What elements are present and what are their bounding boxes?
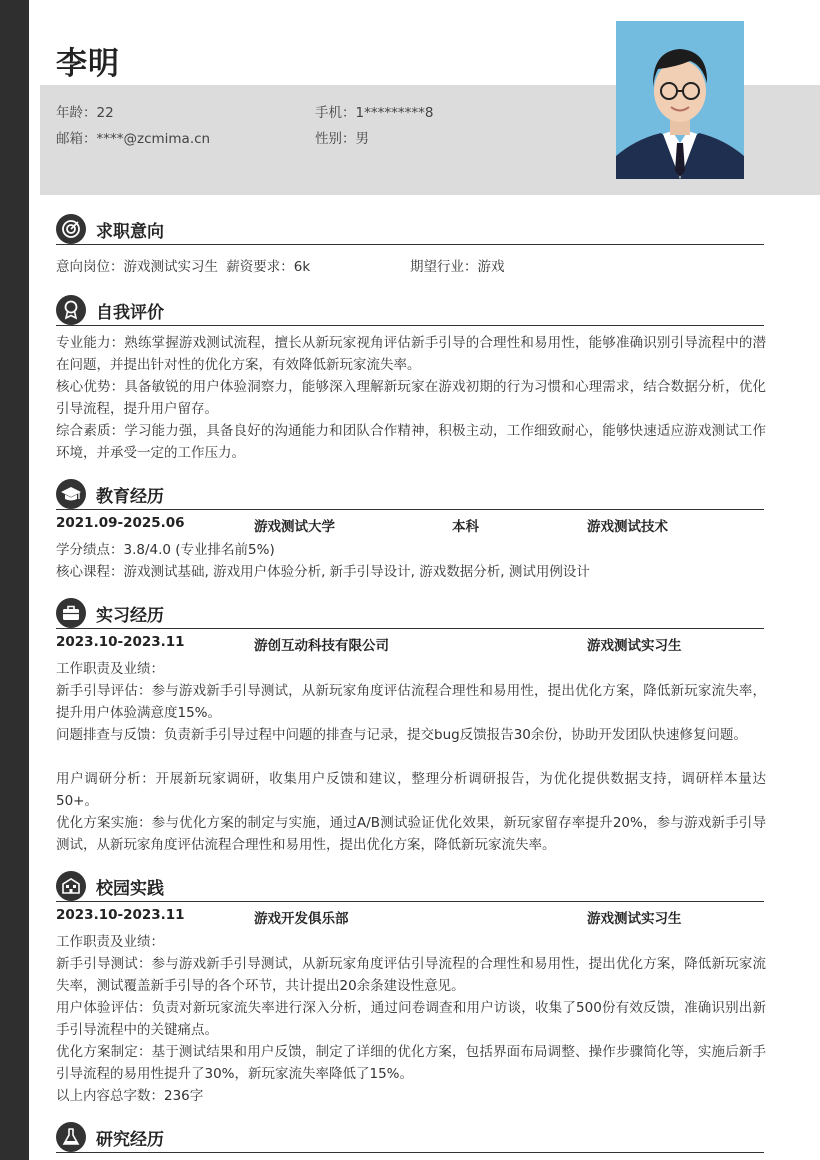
internship-item: [56, 812, 766, 856]
self-item: [56, 376, 766, 420]
self-item: [56, 332, 766, 376]
section-title: 研究经历: [96, 1130, 164, 1150]
age-info: [56, 101, 114, 121]
internship-item: [56, 680, 766, 724]
courses-row: [56, 561, 766, 583]
gender-info: [315, 127, 369, 147]
phone-info: [315, 101, 433, 121]
internship-item-label: 新手引导评估：: [56, 683, 152, 699]
internship-duties-label: 工作职责及业绩：: [56, 661, 164, 677]
courses-value: 游戏测试基础, 游戏用户体验分析, 新手引导设计, 游戏数据分析, 测试用例设计: [123, 564, 590, 580]
campus-period: 2023.10-2023.11: [56, 907, 185, 923]
self-item-text: 具备敏锐的用户体验洞察力，能够深入理解新玩家在游戏初期的行为习惯和心理需求，结合数据分析，优化引导流程，提升用户留存。: [56, 379, 767, 417]
word-count-label: 以上内容总字数：: [56, 1088, 164, 1104]
internship-item-text: 负责新手引导过程中问题的排查与记录，提交bug反馈报告30余份，协助开发团队快速修复问题。: [164, 727, 747, 743]
campus-item-label: 用户体验评估：: [56, 1000, 152, 1016]
self-item-label: 综合素质：: [56, 423, 125, 439]
internship-item-text: 参与游戏新手引导测试，从新玩家角度评估流程合理性和易用性，提出优化方案，降低新玩家流失率，提升用户体验满意度15%。: [56, 683, 767, 721]
section-title: 实习经历: [96, 606, 164, 626]
section-title: 自我评价: [96, 303, 164, 323]
campus-item-label: 优化方案制定：: [56, 1044, 152, 1060]
target-icon: [56, 214, 86, 244]
campus-item: [56, 1041, 766, 1085]
campus-item-text: 参与游戏新手引导测试，从新玩家角度评估引导流程的合理性和易用性，提出优化方案，降低新玩家流失率，测试覆盖新手引导的各个环节，共计提出20余条建设性意见。: [56, 956, 767, 994]
internship-item-label: 问题排查与反馈：: [56, 727, 164, 743]
internship-item-text: 参与优化方案的制定与实施，通过A/B测试验证优化效果，新玩家留存率提升20%，参与游戏新手引导测试，从新玩家角度评估流程合理性和易用性，提出优化方案，降低新玩家流失率。: [56, 815, 766, 853]
campus-item: [56, 953, 766, 997]
courses-label: 核心课程：: [56, 564, 124, 580]
self-item-text: 学习能力强，具备良好的沟通能力和团队合作精神，积极主动，工作细致耐心，能够快速适应游戏测试工作环境，并承受一定的工作压力。: [56, 423, 767, 461]
major: 游戏测试技术: [587, 519, 668, 535]
internship-role: 游戏测试实习生: [587, 638, 682, 654]
degree: 本科: [452, 519, 479, 535]
briefcase-icon: [56, 598, 86, 628]
section-title: 求职意向: [96, 222, 164, 242]
section-title: 教育经历: [96, 487, 164, 507]
campus-item-text: 基于测试结果和用户反馈，制定了详细的优化方案，包括界面布局调整、操作步骤简化等，实施后新手引导流程的易用性提升了30%，新玩家流失率降低了15%。: [56, 1044, 767, 1082]
section-internship: [56, 598, 764, 629]
profile-photo: [616, 21, 744, 179]
industry-label: 期望行业：: [410, 259, 478, 275]
campus-role: 游戏测试实习生: [587, 911, 682, 927]
organization-name: 游戏开发俱乐部: [254, 911, 349, 927]
position-label: 意向岗位：: [56, 259, 124, 275]
word-count-row: [56, 1085, 766, 1107]
campus-item-text: 负责对新玩家流失率进行深入分析，通过问卷调查和用户访谈，收集了500份有效反馈，准确识别出新手引导流程中的关键痛点。: [56, 1000, 766, 1038]
internship-item-label: 用户调研分析：: [56, 771, 156, 787]
salary-value: 6k: [293, 259, 311, 275]
flask-icon: [56, 1122, 86, 1152]
school-name: 游戏测试大学: [254, 519, 335, 535]
gender-label: 性别：: [315, 131, 356, 147]
age-label: 年龄：: [56, 105, 97, 121]
award-icon: [56, 295, 86, 325]
position-value: 游戏测试实习生: [123, 259, 218, 275]
section-job-intent: [56, 214, 764, 245]
section-self-evaluation: [56, 295, 764, 326]
gpa-label: 学分绩点：: [56, 542, 124, 558]
intent-row: [56, 256, 766, 278]
section-title: 校园实践: [96, 879, 164, 899]
internship-item: [56, 724, 766, 746]
email-info: [56, 127, 210, 147]
graduation-cap-icon: [56, 479, 86, 509]
internship-item: [56, 768, 766, 812]
self-item: [56, 420, 766, 464]
email-value: ****@zcmima.cn: [96, 131, 211, 147]
building-icon: [56, 871, 86, 901]
gender-value: 男: [355, 131, 369, 147]
salary-label: 薪资要求：: [226, 259, 294, 275]
gpa-row: [56, 539, 766, 561]
section-campus-practice: [56, 871, 764, 902]
word-count-value: 236字: [164, 1088, 204, 1104]
candidate-name: 李明: [56, 46, 120, 82]
internship-period: 2023.10-2023.11: [56, 634, 185, 650]
industry-info: [410, 256, 505, 278]
education-period: 2021.09-2025.06: [56, 515, 185, 531]
gpa-value: 3.8/4.0 (专业排名前5%): [123, 542, 275, 558]
section-research: [56, 1122, 764, 1153]
phone-value: 1*********8: [355, 105, 434, 121]
campus-duties-label: 工作职责及业绩：: [56, 934, 164, 950]
company-name: 游创互动科技有限公司: [254, 638, 389, 654]
self-item-label: 专业能力：: [56, 335, 125, 351]
self-item-text: 熟练掌握游戏测试流程，擅长从新玩家视角评估新手引导的合理性和易用性，能够准确识别引导流程中的潜在问题，并提出针对性的优化方案，有效降低新玩家流失率。: [56, 335, 767, 373]
section-education: [56, 479, 764, 510]
industry-value: 游戏: [477, 259, 505, 275]
campus-row: [56, 907, 766, 929]
internship-item-text: 开展新玩家调研，收集用户反馈和建议，整理分析调研报告，为优化提供数据支持，调研样本量达50+。: [56, 771, 766, 809]
education-row: [56, 515, 766, 537]
campus-item-label: 新手引导测试：: [56, 956, 152, 972]
email-label: 邮箱：: [56, 131, 97, 147]
phone-label: 手机：: [315, 105, 356, 121]
campus-item: [56, 997, 766, 1041]
left-sidebar-strip: [0, 0, 29, 1160]
self-item-label: 核心优势：: [56, 379, 125, 395]
age-value: 22: [96, 105, 114, 121]
internship-row: [56, 634, 766, 656]
internship-item-label: 优化方案实施：: [56, 815, 152, 831]
